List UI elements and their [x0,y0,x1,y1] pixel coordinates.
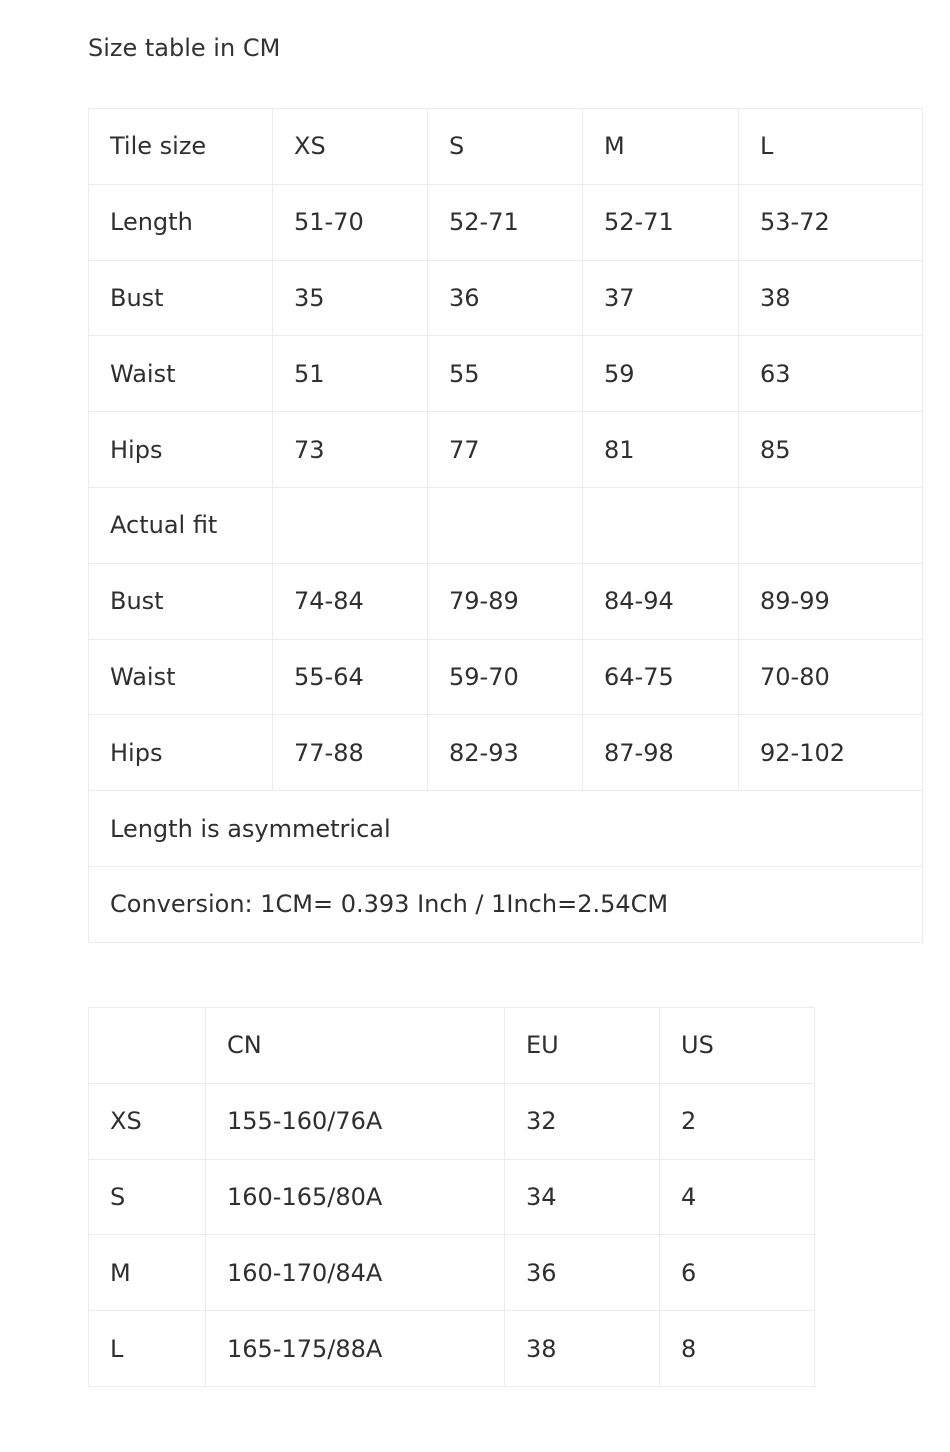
table-cell: 155-160/76A [206,1083,505,1159]
table-cell: 85 [739,412,923,488]
table-cell: 52-71 [428,184,583,260]
table-cell: 2 [660,1083,815,1159]
table-cell: 84-94 [583,563,739,639]
table-cell: 64-75 [583,639,739,715]
header-cell-xs: XS [273,109,428,185]
table-row [89,260,923,336]
table-row [89,715,923,791]
header-cell-us: US [660,1008,815,1084]
table-cell: 160-170/84A [206,1235,505,1311]
size-conversion-table [88,1007,815,1387]
table-cell: 82-93 [428,715,583,791]
header-cell-cn: CN [206,1008,505,1084]
table-cell: 73 [273,412,428,488]
table-cell [739,487,923,563]
header-cell-l: L [739,109,923,185]
table-cell: 8 [660,1311,815,1387]
page-title: Size table in CM [88,34,281,62]
table-row-note [89,866,923,942]
row-label: Hips [89,412,273,488]
table-cell: 38 [739,260,923,336]
table-cell: 63 [739,336,923,412]
table-cell: 37 [583,260,739,336]
table-cell: 77-88 [273,715,428,791]
table-cell: 59-70 [428,639,583,715]
table-cell: 38 [505,1311,660,1387]
table-cell: 160-165/80A [206,1159,505,1235]
table-cell: 36 [505,1235,660,1311]
table-cell: 53-72 [739,184,923,260]
size-table [88,108,923,943]
table-cell: 34 [505,1159,660,1235]
asymmetry-note: Length is asymmetrical [89,791,923,867]
table-cell [583,487,739,563]
table-cell: 51-70 [273,184,428,260]
table-cell: 92-102 [739,715,923,791]
table-cell: 79-89 [428,563,583,639]
row-label: Bust [89,563,273,639]
table-cell: 59 [583,336,739,412]
header-cell-label: Tile size [89,109,273,185]
row-label: M [89,1235,206,1311]
row-label: Waist [89,639,273,715]
row-label: Bust [89,260,273,336]
table-cell: 55 [428,336,583,412]
table-cell: 52-71 [583,184,739,260]
table-cell: 74-84 [273,563,428,639]
table-cell: 4 [660,1159,815,1235]
table-cell: 51 [273,336,428,412]
table-row [89,1311,815,1387]
table-cell: 6 [660,1235,815,1311]
table-row [89,336,923,412]
row-label: Length [89,184,273,260]
table-row [89,563,923,639]
table-cell: 89-99 [739,563,923,639]
header-cell-blank [89,1008,206,1084]
table-cell: 55-64 [273,639,428,715]
table-cell: 165-175/88A [206,1311,505,1387]
row-label: Waist [89,336,273,412]
table-row [89,1159,815,1235]
row-label: Actual fit [89,487,273,563]
table-row-note [89,791,923,867]
table-cell [273,487,428,563]
table-row [89,487,923,563]
table-cell: 70-80 [739,639,923,715]
row-label: S [89,1159,206,1235]
table-cell: 81 [583,412,739,488]
row-label: Hips [89,715,273,791]
table-cell: 32 [505,1083,660,1159]
table-cell [428,487,583,563]
table-row [89,184,923,260]
conversion-note: Conversion: 1CM= 0.393 Inch / 1Inch=2.54CM [89,866,923,942]
size-table-header-row [89,109,923,185]
table-row [89,1235,815,1311]
table-cell: 87-98 [583,715,739,791]
header-cell-m: M [583,109,739,185]
table-cell: 77 [428,412,583,488]
table-row [89,639,923,715]
table-cell: 36 [428,260,583,336]
header-cell-s: S [428,109,583,185]
header-cell-eu: EU [505,1008,660,1084]
conversion-table-header-row [89,1008,815,1084]
table-cell: 35 [273,260,428,336]
table-row [89,412,923,488]
row-label: XS [89,1083,206,1159]
table-row [89,1083,815,1159]
row-label: L [89,1311,206,1387]
